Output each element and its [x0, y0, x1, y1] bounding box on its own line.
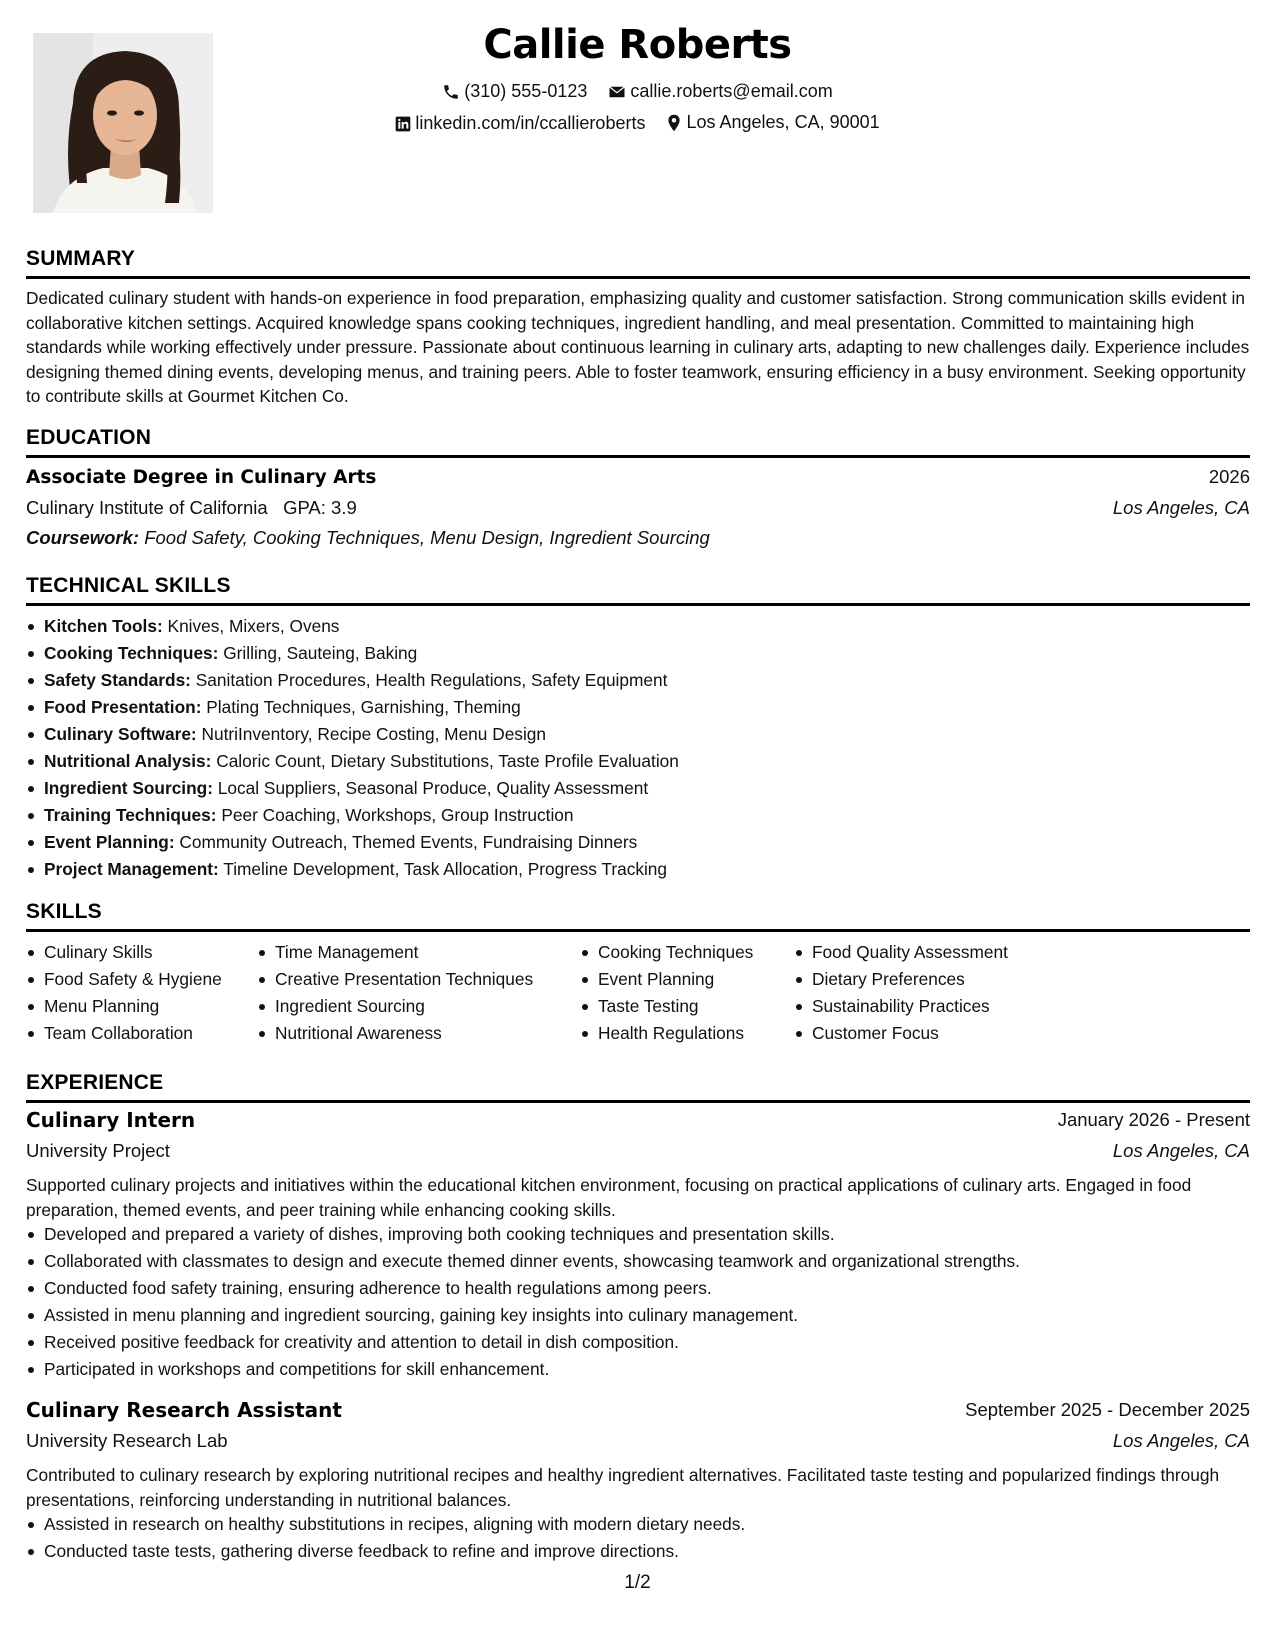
location-contact [666, 112, 879, 133]
skill-item: Dietary Preferences [794, 966, 1008, 993]
contact-line-1 [0, 81, 1275, 106]
job-bullets [26, 1221, 1020, 1383]
location-text: Los Angeles, CA, 90001 [686, 112, 880, 132]
job-bullet: Collaborated with classmates to design and execute themed dinner events, showcasing teamwork and organizational strengths. [26, 1248, 1020, 1275]
skill-item: Nutritional Awareness [257, 1020, 533, 1047]
skill-item: Team Collaboration [26, 1020, 222, 1047]
tech-skill-item: Training Techniques: Peer Coaching, Workshops, Group Instruction [26, 802, 679, 829]
linkedin-icon [395, 116, 411, 132]
job-bullet: Received positive feedback for creativity and attention to detail in dish composition. [26, 1329, 1020, 1356]
skill-item: Creative Presentation Techniques [257, 966, 533, 993]
skill-item: Ingredient Sourcing [257, 993, 533, 1020]
school-name: Culinary Institute of California [26, 497, 268, 518]
job-description: Supported culinary projects and initiatives within the educational kitchen environment, focusing on practical applications of culinary arts. Engaged in food preparation, themed events, and peer training while enhancing cooking skills. [26, 1175, 1192, 1220]
technical-skills-divider [26, 603, 1250, 606]
job-bullet: Conducted food safety training, ensuring adherence to health regulations among peers. [26, 1275, 1020, 1302]
tech-skill-item: Ingredient Sourcing: Local Suppliers, Seasonal Produce, Quality Assessment [26, 775, 679, 802]
job-location: Los Angeles, CA [1112, 1430, 1250, 1451]
job-dates: September 2025 - December 2025 [965, 1399, 1250, 1420]
skill-item: Food Quality Assessment [794, 939, 1008, 966]
contact-line-2 [0, 112, 1275, 137]
job-organization: University Research Lab [26, 1430, 228, 1451]
degree-title: Associate Degree in Culinary Arts [26, 467, 377, 488]
coursework-label: Coursework: [26, 527, 140, 548]
gpa: GPA: 3.9 [283, 497, 357, 518]
coursework [26, 527, 710, 549]
experience-divider [26, 1100, 1250, 1103]
skills-heading: SKILLS [26, 900, 102, 923]
tech-skill-item: Culinary Software: NutriInventory, Recipe Costing, Menu Design [26, 721, 679, 748]
job-description: Contributed to culinary research by exploring nutritional recipes and healthy ingredient alternatives. Facilitated taste testing and popularized findings through presentations, reinforcing understanding in nutritional balances. [26, 1465, 1220, 1510]
skill-item: Taste Testing [580, 993, 753, 1020]
job-bullet: Conducted taste tests, gathering diverse feedback to refine and improve directions. [26, 1538, 745, 1565]
email-text[interactable]: callie.roberts@email.com [630, 81, 833, 101]
job-bullets [26, 1511, 745, 1565]
linkedin-text[interactable]: linkedin.com/in/ccallieroberts [415, 113, 646, 133]
skill-item: Menu Planning [26, 993, 222, 1020]
job-dates: January 2026 - Present [1057, 1109, 1250, 1130]
skill-item: Health Regulations [580, 1020, 753, 1047]
linkedin-contact[interactable] [395, 113, 645, 134]
job-title: Culinary Intern [26, 1108, 196, 1132]
job-organization: University Project [26, 1140, 170, 1161]
skill-item: Customer Focus [794, 1020, 1008, 1047]
summary-heading: SUMMARY [26, 247, 136, 270]
candidate-name: Callie Roberts [483, 22, 792, 68]
job-bullet: Developed and prepared a variety of dishes, improving both cooking techniques and presentation skills. [26, 1221, 1020, 1248]
experience-heading: EXPERIENCE [26, 1071, 164, 1094]
tech-skill-item: Nutritional Analysis: Caloric Count, Dietary Substitutions, Taste Profile Evaluation [26, 748, 679, 775]
skill-item: Time Management [257, 939, 533, 966]
job-title: Culinary Research Assistant [26, 1398, 342, 1422]
skill-item: Food Safety & Hygiene [26, 966, 222, 993]
job-bullet: Assisted in menu planning and ingredient sourcing, gaining key insights into culinary management. [26, 1302, 1020, 1329]
technical-skills-list [26, 613, 679, 883]
tech-skill-item: Cooking Techniques: Grilling, Sauteing, Baking [26, 640, 679, 667]
phone-text: (310) 555-0123 [464, 81, 588, 101]
job-location: Los Angeles, CA [1112, 1140, 1250, 1161]
skills-divider [26, 929, 1250, 932]
skill-item: Cooking Techniques [580, 939, 753, 966]
job-bullet: Assisted in research on healthy substitutions in recipes, aligning with modern dietary needs. [26, 1511, 745, 1538]
tech-skill-item: Food Presentation: Plating Techniques, Garnishing, Theming [26, 694, 679, 721]
school-location: Los Angeles, CA [1112, 497, 1250, 518]
phone-icon [442, 83, 460, 101]
job-bullet: Participated in workshops and competitions for skill enhancement. [26, 1356, 1020, 1383]
tech-skill-item: Kitchen Tools: Knives, Mixers, Ovens [26, 613, 679, 640]
tech-skill-item: Safety Standards: Sanitation Procedures, Health Regulations, Safety Equipment [26, 667, 679, 694]
summary-divider [26, 276, 1250, 279]
skills-column-3 [580, 939, 753, 1047]
map-pin-icon [666, 114, 682, 132]
envelope-icon [608, 83, 626, 101]
page-number: 1/2 [624, 1572, 651, 1593]
skill-item: Event Planning [580, 966, 753, 993]
email-contact[interactable] [608, 81, 832, 102]
tech-skill-item: Event Planning: Community Outreach, Themed Events, Fundraising Dinners [26, 829, 679, 856]
coursework-list: Food Safety, Cooking Techniques, Menu Design, Ingredient Sourcing [144, 527, 710, 548]
graduation-year: 2026 [1208, 466, 1250, 487]
summary-text: Dedicated culinary student with hands-on experience in food preparation, emphasizing quality and customer satisfaction. Strong communication skills evident in collaborative kitchen settings. Acquired knowledge spans cooking techniques, ingredient handling, and meal presentation. Committed to maintaining high standards while working effectively under pressure. Passionate about continuous learning in culinary arts, adapting to new challenges daily. Experience includes designing themed dining events, developing menus, and training peers. Able to foster teamwork, ensuring efficiency in a busy environment. Seeking opportunity to contribute skills at Gourmet Kitchen Co. [26, 288, 1250, 407]
skill-item: Culinary Skills [26, 939, 222, 966]
skill-item: Sustainability Practices [794, 993, 1008, 1020]
skills-column-1 [26, 939, 222, 1047]
tech-skill-item: Project Management: Timeline Development, Task Allocation, Progress Tracking [26, 856, 679, 883]
education-heading: EDUCATION [26, 426, 152, 449]
technical-skills-heading: TECHNICAL SKILLS [26, 574, 231, 597]
skills-column-2 [257, 939, 533, 1047]
education-divider [26, 455, 1250, 458]
school-info [26, 497, 357, 519]
phone-contact [442, 81, 587, 102]
skills-column-4 [794, 939, 1008, 1047]
